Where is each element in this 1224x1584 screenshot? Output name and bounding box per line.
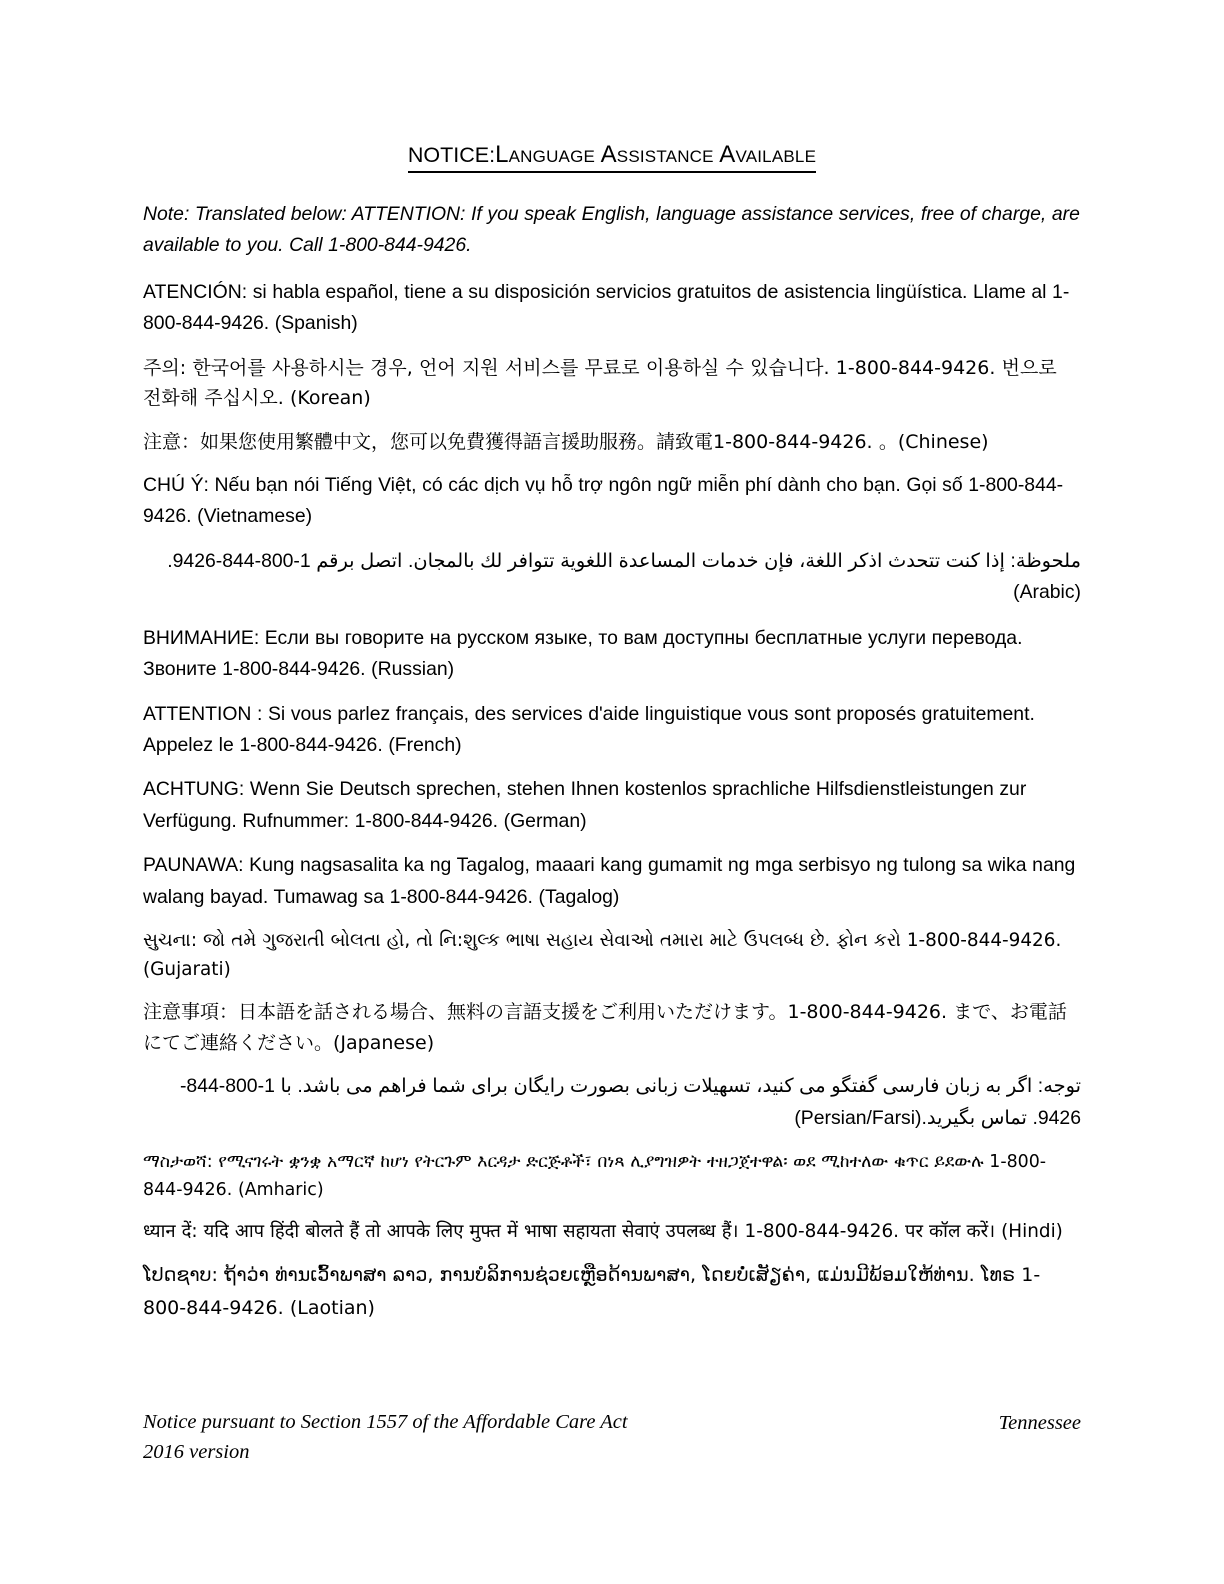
language-text-korean: 주의: 한국어를 사용하시는 경우, 언어 지원 서비스를 무료로 이용하실 수 있습니다. 1-800-844-9426. 번으로 전화해 주십시오.	[143, 356, 1057, 410]
language-label-french: (French)	[388, 733, 462, 756]
footer-citation-line1: Notice pursuant to Section 1557 of the Affordable Care Act	[143, 1411, 628, 1433]
page-title-underlined	[408, 140, 816, 173]
rtl-wrapper-arabic	[167, 550, 1081, 572]
language-text-vietnamese: CHÚ Ý: Nếu bạn nói Tiếng Việt, có các dịch vụ hỗ trợ ngôn ngữ miễn phí dành cho bạn. Gọi số 1-800-844-9426.	[143, 473, 1064, 528]
language-text-hindi: ध्यान दें: यदि आप हिंदी बोलते हैं तो आपके लिए मुफ्त में भाषा सहायता सेवाएं उपलब्ध हैं। 1-800-844-9426. पर कॉल करें।	[143, 1221, 1002, 1243]
language-paragraph-persian	[143, 1071, 1081, 1134]
language-paragraph-french	[143, 699, 1081, 762]
language-text-gujarati: સુચના: જો તમે ગુજરાતી બોલતા હો, તો નિ:શુલ્ક ભાષા સહાય સેવાઓ તમારા માટે ઉપલબ્ધ છે. ફોન કરો 1-800-844-9426.	[143, 930, 1062, 952]
page-title-notice-word: NOTICE:	[407, 143, 496, 167]
language-label-chinese: (Chinese)	[897, 430, 989, 453]
footer-citation	[143, 1408, 628, 1467]
language-label-amharic: (Amharic)	[237, 1180, 324, 1201]
footer-citation-line2: 2016 version	[143, 1440, 250, 1463]
language-paragraph-spanish	[143, 277, 1081, 340]
language-paragraph-korean	[143, 353, 1081, 414]
language-text-russian: ВНИМАНИЕ: Если вы говорите на русском языке, то вам доступны бесплатные услуги перевода. Звоните 1-800-844-9426.	[143, 626, 1023, 681]
language-text-persian: توجه: اگر به زبان فارسی گفتگو می کنید، تسهیلات زبانی بصورت رایگان برای شما فراهم می باشد. با 1-800-844-9426. تماس بگیرید.	[179, 1075, 1081, 1129]
language-paragraph-laotian	[143, 1259, 1081, 1324]
language-label-spanish: (Spanish)	[274, 312, 358, 335]
page-title	[143, 140, 1081, 173]
language-label-persian: (Persian/Farsi)	[794, 1106, 922, 1129]
language-paragraph-amharic	[143, 1148, 1081, 1204]
language-paragraph-chinese	[143, 427, 1081, 457]
language-paragraph-german	[143, 774, 1081, 837]
page-title-rest: Language Assistance Available	[495, 141, 817, 168]
english-note-paragraph: Note: Translated below: ATTENTION: If you speak English, language assistance services, free of charge, are available to you. Call 1-800-844-9426.	[143, 203, 1080, 257]
language-text-amharic: ማስታወሻ: የሚናገሩት ቋንቋ አማርኛ ከሆነ የትርጉም እርዳታ ድርጅቶች፣ በነጻ ሊያግዝዎት ተዘጋጀተዋል፡ ወደ ሚከተለው ቁጥር ይደውሉ 1-800-844-9426.	[143, 1151, 1047, 1201]
language-text-arabic: ملحوظة: إذا كنت تتحدث اذكر اللغة، فإن خدمات المساعدة اللغوية تتوافر لك بالمجان. اتصل برقم 1-800-844-9426.	[167, 549, 1081, 572]
language-label-laotian: (Laotian)	[289, 1297, 375, 1320]
language-label-hindi: (Hindi)	[1001, 1221, 1063, 1243]
language-text-french: ATTENTION : Si vous parlez français, des services d'aide linguistique vous sont proposés gratuitement. Appelez le 1-800-844-9426.	[143, 702, 1035, 756]
language-text-spanish: ATENCIÓN: si habla español, tiene a su disposición servicios gratuitos de asistencia lingüística. Llame al 1-800-844-9426.	[143, 280, 1070, 335]
language-label-russian: (Russian)	[371, 658, 455, 681]
language-text-chinese: 注意：如果您使用繁體中文，您可以免費獲得語言援助服務。請致電1-800-844-9426. 。	[143, 430, 898, 453]
language-label-japanese: (Japanese)	[333, 1031, 435, 1054]
language-paragraph-russian	[143, 623, 1081, 686]
language-paragraph-arabic	[143, 546, 1081, 609]
language-paragraph-vietnamese	[143, 470, 1081, 533]
language-label-german: (German)	[503, 809, 587, 832]
language-label-tagalog: (Tagalog)	[538, 885, 620, 908]
language-text-tagalog: PAUNAWA: Kung nagsasalita ka ng Tagalog, maaari kang gumamit ng mga serbisyo ng tulong sa wika nang walang bayad. Tumawag sa 1-800-844-9426.	[143, 854, 1076, 908]
language-paragraph-hindi	[143, 1217, 1081, 1246]
rtl-wrapper-persian	[180, 1075, 1081, 1128]
language-paragraph-list	[143, 277, 1081, 1325]
language-label-arabic: (Arabic)	[1013, 581, 1081, 604]
language-paragraph-japanese	[143, 997, 1081, 1058]
language-paragraph-tagalog	[143, 850, 1081, 913]
language-text-japanese: 注意事項：日本語を話される場合、無料の言語支援をご利用いただけます。1-800-844-9426. まで、お電話にてご連絡ください。	[143, 1001, 1067, 1054]
language-label-korean: (Korean)	[290, 387, 371, 410]
language-label-gujarati: (Gujarati)	[143, 959, 231, 981]
footer-state: Tennessee	[998, 1412, 1081, 1434]
language-paragraph-gujarati	[143, 926, 1081, 984]
language-label-vietnamese: (Vietnamese)	[197, 505, 313, 528]
language-text-laotian: ໂປດຊາບ: ຖ້າວ່າ ທ່ານເວົ້າພາສາ ລາວ, ການບໍລິການຊ່ວຍເຫຼືອດ້ານພາສາ, ໂດຍບໍ່ເສັຽຄ່າ, ແມ່ນມີພ້ອມໃຫ້ທ່ານ. ໂທຣ 1-800-844-9426.	[143, 1264, 1041, 1320]
page-footer	[143, 1408, 1081, 1467]
language-text-german: ACHTUNG: Wenn Sie Deutsch sprechen, stehen Ihnen kostenlos sprachliche Hilfsdienstleistungen zur Verfügung. Rufnummer: 1-800-844-9426.	[143, 778, 1027, 832]
